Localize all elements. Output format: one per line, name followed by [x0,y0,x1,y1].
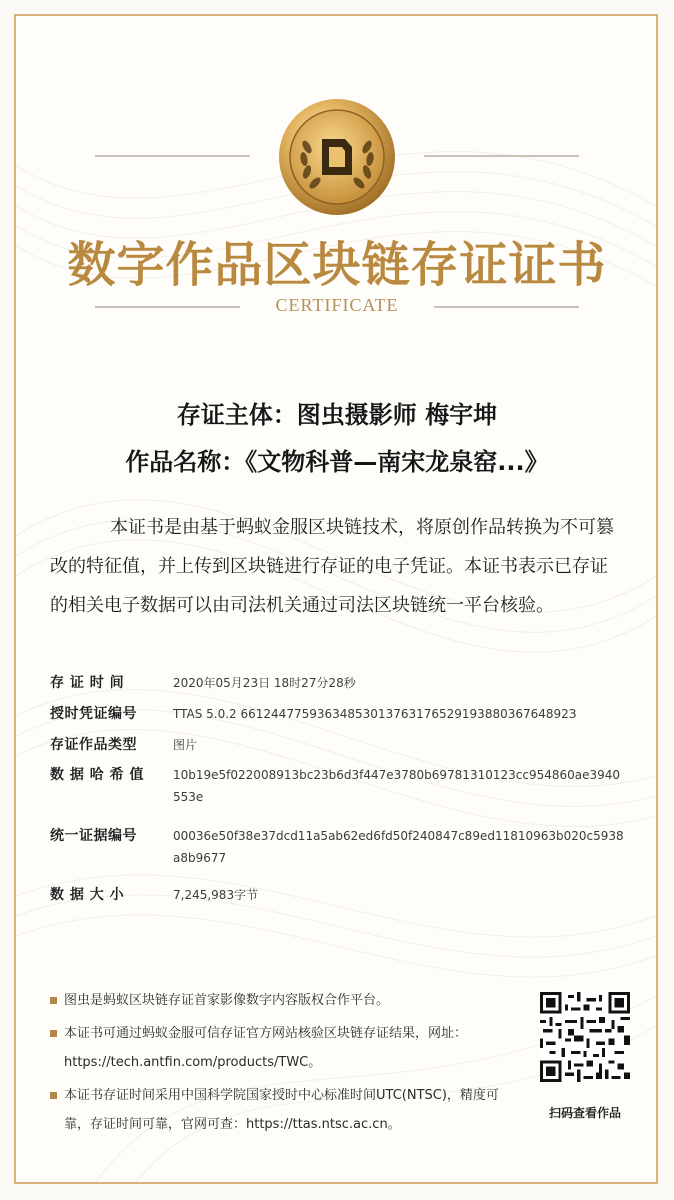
certificate-notes [50,986,520,1143]
field-label: 存证作品类型 [50,737,137,753]
note-text: 本证书存证时间采用中国科学院国家授时中心标准时间UTC(NTSC)，精度可靠，存证时间可靠，官网可查：https://ttas.ntsc.ac.cn。 [64,1088,499,1132]
field-label: 统一证据编号 [50,828,137,844]
note-item [50,1081,520,1139]
field-value: 10b19e5f022008913bc23b6d3f447e3780b69781310123cc954860ae3940553e [173,768,621,804]
note-item [50,986,520,1015]
field-value: 00036e50f38e37dcd11a5ab62ed6fd50f240847c89ed11810963b020c5938a8b9677 [173,829,624,865]
subtitle-row [0,295,674,319]
certificate-description [50,508,625,625]
title-rule-right [424,155,579,157]
certificate-subtitle: CERTIFICATE [275,295,399,315]
field-value: 图片 [173,738,198,752]
gold-medal-icon [277,97,397,217]
description-text: 本证书是由基于蚂蚁金服区块链技术，将原创作品转换为不可篡改的特征值，并上传到区块链进行存证的电子凭证。本证书表示已存证的相关电子数据可以由司法机关通过司法区块链统一平台核验。 [50,517,614,616]
bullet-icon [50,1092,57,1099]
field-label: 数 据 大 小 [50,887,125,903]
field-value: TTAS 5.0.2 6612447759363485301376317652919388036764892З [173,707,577,721]
work-name-line: 作品名称：《文物科普—南宋龙泉窑...》 [125,448,549,476]
qr-label: 扫码查看作品 [548,1106,621,1120]
note-text: 图虫是蚂蚁区块链存证首家影像数字内容版权合作平台。 [64,993,390,1008]
title-rule-left [95,155,250,157]
field-label: 数 据 哈 希 值 [50,767,144,783]
note-item [50,1019,520,1077]
note-text: 本证书可通过蚂蚁金服可信存证官方网站核验区块链存证结果，网址：https://tech.antfin.com/products/TWC。 [64,1026,468,1070]
qr-code-icon[interactable] [540,992,630,1082]
field-label: 授时凭证编号 [50,706,137,722]
certificate-title: 数字作品区块链存证证书 [67,237,607,293]
field-value: 7,245,983字节 [173,888,259,902]
subject-line: 存证主体：图虫摄影师 梅宇坤 [176,401,498,429]
field-label: 存 证 时 间 [50,675,125,691]
field-value: 2020年05月23日 18时27分28秒 [173,676,356,690]
bullet-icon [50,997,57,1004]
bullet-icon [50,1030,57,1037]
